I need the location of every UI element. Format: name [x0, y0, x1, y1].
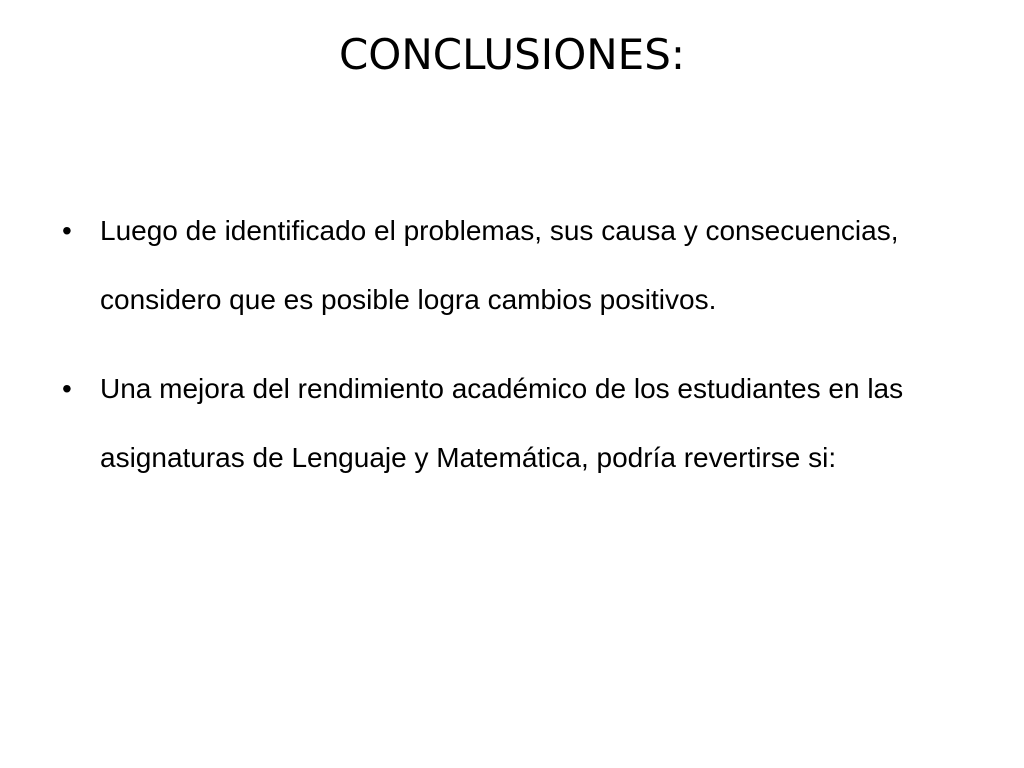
bullet-text: Luego de identificado el problemas, sus causa y consecuencias, considero que es posible logra cambios positivos.: [100, 215, 899, 315]
bullet-item: [62, 196, 962, 334]
bullet-text: Una mejora del rendimiento académico de los estudiantes en las asignaturas de Lenguaje y Matemática, podría revertirse si:: [100, 373, 904, 473]
bullet-dot-icon: •: [62, 373, 72, 404]
bullet-item: [62, 354, 962, 492]
bullet-list: [62, 196, 962, 512]
bullet-dot-icon: •: [62, 215, 72, 246]
slide-title: CONCLUSIONES:: [338, 30, 686, 79]
